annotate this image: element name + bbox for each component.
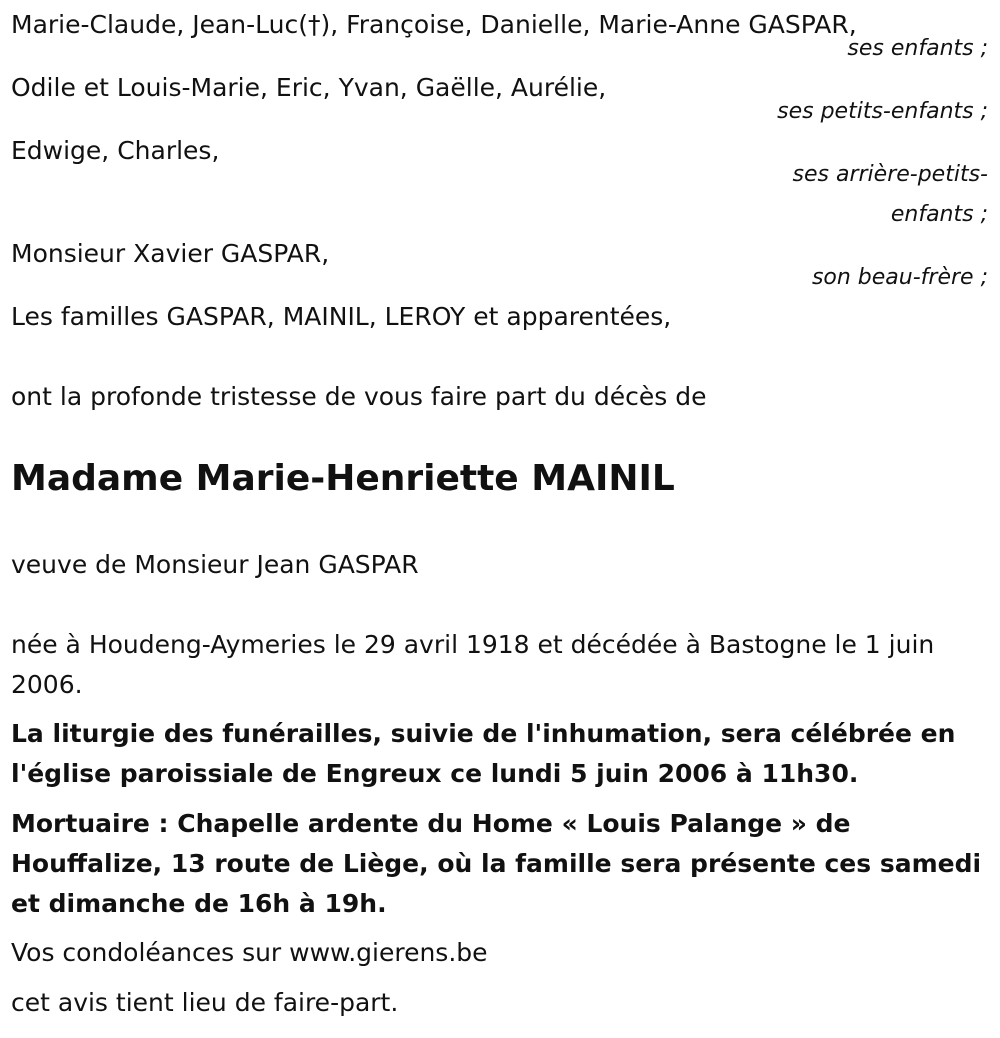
funeral-details: La liturgie des funérailles, suivie de l'inhumation, sera célébrée en l'église paroissiale de Engreux ce lundi 5 juin 2006 à 11h30. [11, 719, 956, 788]
great-grandchildren-relation-line1: ses arrière-petits- [792, 162, 988, 187]
grandchildren-relation: ses petits-enfants ; [777, 99, 988, 124]
announcement-intro: ont la profonde tristesse de vous faire part du décès de [11, 382, 707, 411]
notice-line: cet avis tient lieu de faire-part. [11, 988, 399, 1017]
mortuary-details: Mortuaire : Chapelle ardente du Home « Louis Palange » de Houffalize, 13 route de Liège, où la famille sera présente ces samedi et dimanche de 16h à 19h. [11, 809, 982, 918]
brother-in-law-names: Monsieur Xavier GASPAR, [11, 239, 330, 268]
widow-of-line: veuve de Monsieur Jean GASPAR [11, 550, 419, 579]
birth-death-line: née à Houdeng-Aymeries le 29 avril 1918 et décédée à Bastogne le 1 juin 2006. [11, 630, 935, 699]
brother-in-law-relation: son beau-frère ; [811, 265, 988, 290]
deceased-name: Madame Marie-Henriette MAINIL [11, 458, 675, 499]
great-grandchildren-names: Edwige, Charles, [11, 136, 220, 165]
grandchildren-names: Odile et Louis-Marie, Eric, Yvan, Gaëlle, Aurélie, [11, 73, 607, 102]
children-names: Marie-Claude, Jean-Luc(†), Françoise, Danielle, Marie-Anne GASPAR, [11, 10, 857, 39]
condolences-line: Vos condoléances sur www.gierens.be [11, 938, 488, 967]
families-line: Les familles GASPAR, MAINIL, LEROY et apparentées, [11, 302, 672, 331]
children-relation: ses enfants ; [847, 36, 988, 61]
great-grandchildren-relation-line2: enfants ; [890, 202, 988, 227]
